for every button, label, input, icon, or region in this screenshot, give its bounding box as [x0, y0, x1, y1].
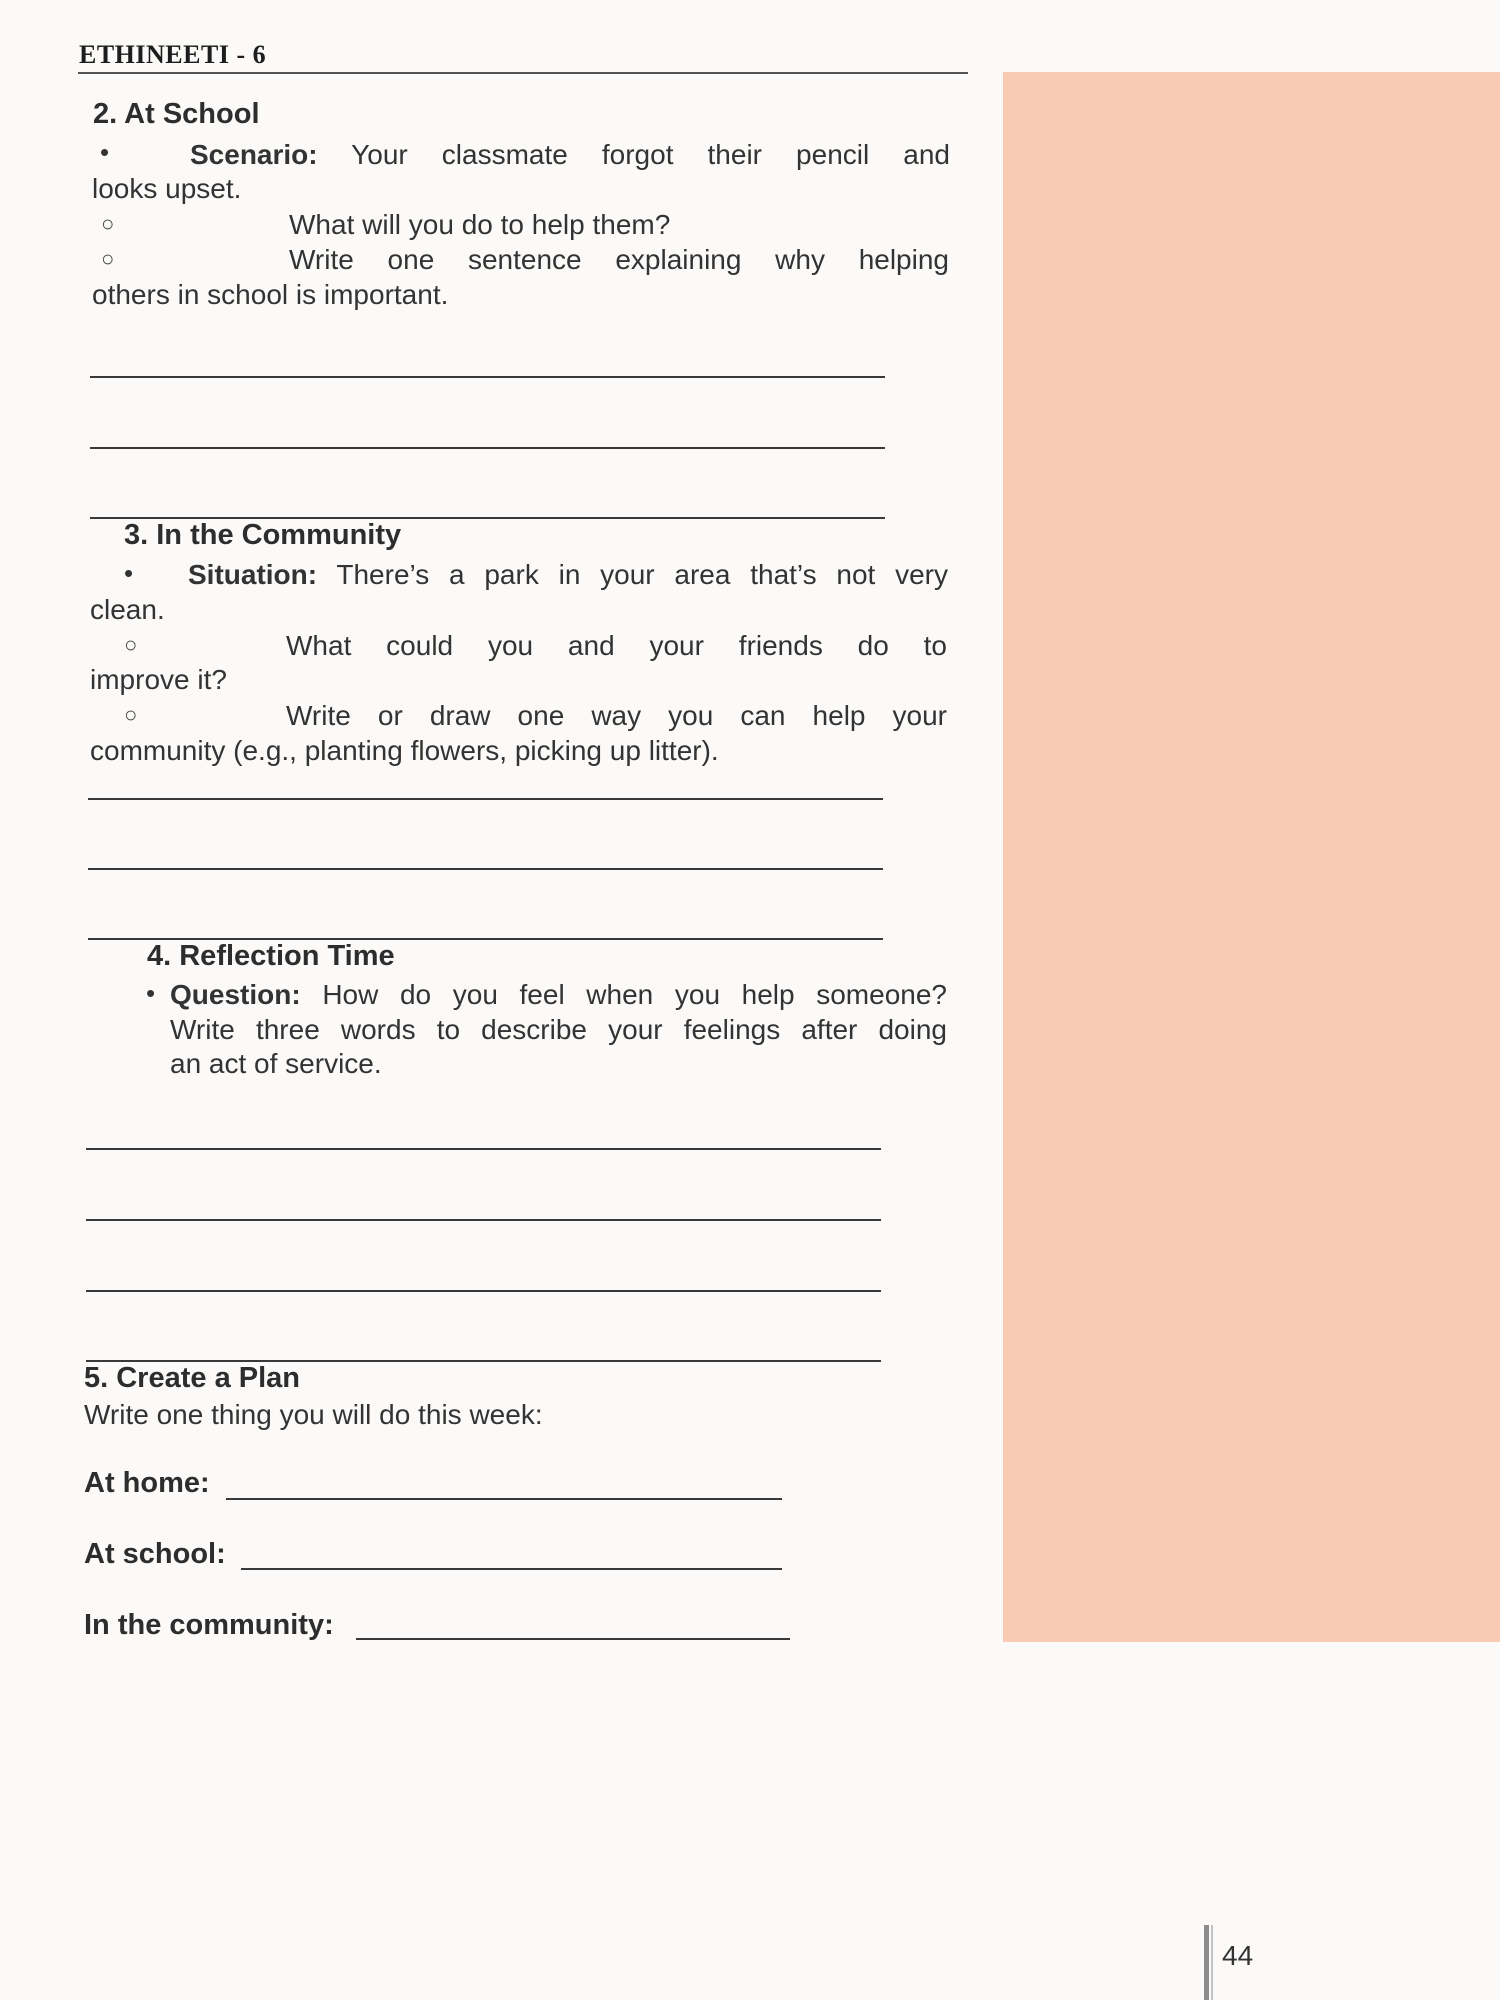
- page-header-title: ETHINEETI - 6: [79, 40, 267, 69]
- section-5-heading: 5. Create a Plan: [84, 1362, 300, 1394]
- scenario-text: Your classmate forgot their pencil and: [351, 139, 950, 170]
- scenario-line-2: looks upset.: [92, 173, 242, 204]
- page-number: 44: [1222, 1940, 1254, 1971]
- answer-line[interactable]: [86, 1219, 881, 1221]
- plan-school-label: At school:: [84, 1538, 226, 1570]
- situation-line-2: clean.: [90, 594, 165, 625]
- section-3-question-1-line-1: What could you and your friends do to: [286, 630, 947, 661]
- answer-line[interactable]: [88, 868, 883, 870]
- plan-community-answer-line[interactable]: [356, 1638, 790, 1640]
- plan-school-answer-line[interactable]: [241, 1568, 782, 1570]
- section-3-question-2-line-1: Write or draw one way you can help your: [286, 700, 947, 731]
- section-4-heading: 4. Reflection Time: [147, 940, 395, 972]
- answer-line[interactable]: [90, 376, 885, 378]
- question-label: Question:: [170, 979, 301, 1010]
- circle-bullet-icon: ○: [124, 702, 138, 727]
- answer-line[interactable]: [90, 447, 885, 449]
- section-2-question-1: What will you do to help them?: [289, 209, 671, 240]
- page-number-bar-accent: [1211, 1925, 1213, 2000]
- section-3-question-2-line-2: community (e.g., planting flowers, picking up litter).: [90, 735, 719, 766]
- question-line-2: Write three words to describe your feelings after doing: [170, 1014, 947, 1045]
- bullet-icon: •: [146, 978, 156, 1008]
- situation-label: Situation:: [188, 559, 318, 590]
- circle-bullet-icon: ○: [124, 632, 138, 657]
- answer-line[interactable]: [88, 798, 883, 800]
- question-text: How do you feel when you help someone?: [322, 979, 947, 1010]
- section-3-heading: 3. In the Community: [124, 519, 402, 551]
- plan-home-answer-line[interactable]: [226, 1498, 782, 1500]
- circle-bullet-icon: ○: [101, 246, 115, 271]
- bullet-icon: •: [100, 137, 110, 167]
- section-2-question-2-line-1: Write one sentence explaining why helping: [289, 244, 949, 275]
- circle-bullet-icon: ○: [101, 211, 115, 236]
- scenario-line-1: [190, 137, 950, 172]
- section-2-heading: 2. At School: [93, 98, 260, 130]
- plan-community-label: In the community:: [84, 1609, 334, 1641]
- question-line-1: [170, 977, 947, 1012]
- section-5-intro: Write one thing you will do this week:: [84, 1399, 543, 1430]
- answer-line[interactable]: [86, 1290, 881, 1292]
- bullet-icon: •: [124, 558, 134, 588]
- decorative-side-panel: [1003, 72, 1500, 1642]
- section-3-question-1-line-2: improve it?: [90, 664, 227, 695]
- header-divider: [78, 72, 968, 74]
- situation-line-1: [188, 557, 948, 592]
- scenario-label: Scenario:: [190, 139, 318, 170]
- plan-home-label: At home:: [84, 1467, 210, 1499]
- page-number-bar: [1204, 1925, 1209, 2000]
- answer-line[interactable]: [86, 1148, 881, 1150]
- situation-text: There’s a park in your area that’s not very: [336, 559, 948, 590]
- section-2-question-2-line-2: others in school is important.: [92, 279, 449, 310]
- question-line-3: an act of service.: [170, 1048, 382, 1079]
